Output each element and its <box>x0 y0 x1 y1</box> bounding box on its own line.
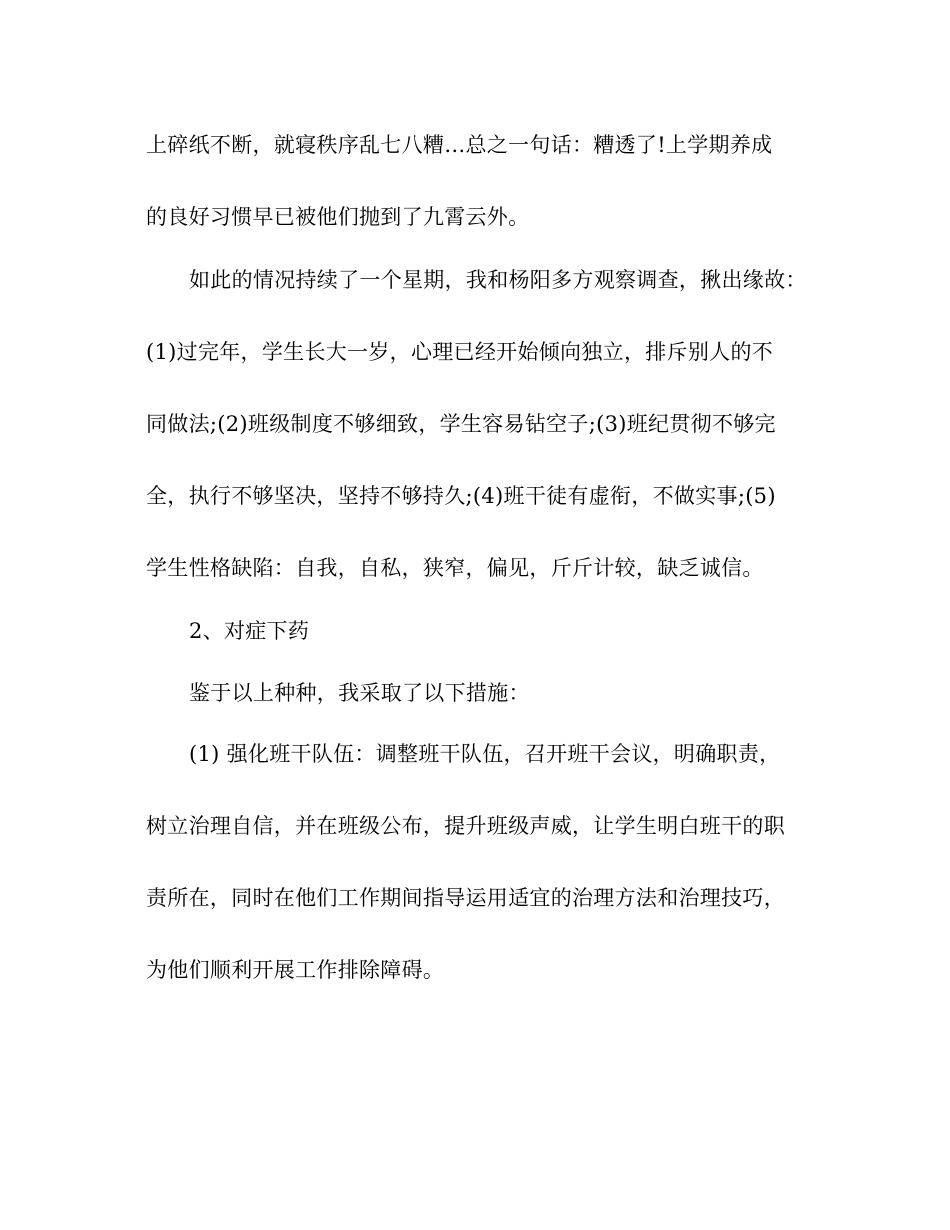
paragraph-line: (1) 强化班干队伍：调整班干队伍，召开班干会议，明确职责， <box>189 742 781 766</box>
paragraph-line: 上碎纸不断，就寝秩序乱七八糟…总之一句话：糟透了!上学期养成 <box>146 133 773 157</box>
section-heading: 2、对症下药 <box>189 619 310 643</box>
paragraph-line: 全，执行不够坚决，坚持不够持久;(4)班干徒有虚衔，不做实事;(5) <box>146 484 776 508</box>
paragraph-line: 鉴于以上种种，我采取了以下措施： <box>189 681 530 705</box>
paragraph-line: 的良好习惯早已被他们抛到了九霄云外。 <box>146 205 530 229</box>
paragraph-line: 责所在，同时在他们工作期间指导运用适宜的治理方法和治理技巧， <box>146 886 785 910</box>
paragraph-line: 如此的情况持续了一个星期，我和杨阳多方观察调查，揪出缘故： <box>189 268 807 292</box>
paragraph-line: 树立治理自信，并在班级公布，提升班级声威，让学生明白班干的职 <box>146 814 785 838</box>
paragraph-line: 学生性格缺陷：自我，自私，狭窄，偏见，斤斤计较，缺乏诚信。 <box>146 556 764 580</box>
paragraph-line: 为他们顺利开展工作排除障碍。 <box>146 958 445 982</box>
paragraph-line: 同做法;(2)班级制度不够细致，学生容易钻空子;(3)班纪贯彻不够完 <box>146 412 776 436</box>
paragraph-line: (1)过完年，学生长大一岁，心理已经开始倾向独立，排斥别人的不 <box>146 340 774 364</box>
